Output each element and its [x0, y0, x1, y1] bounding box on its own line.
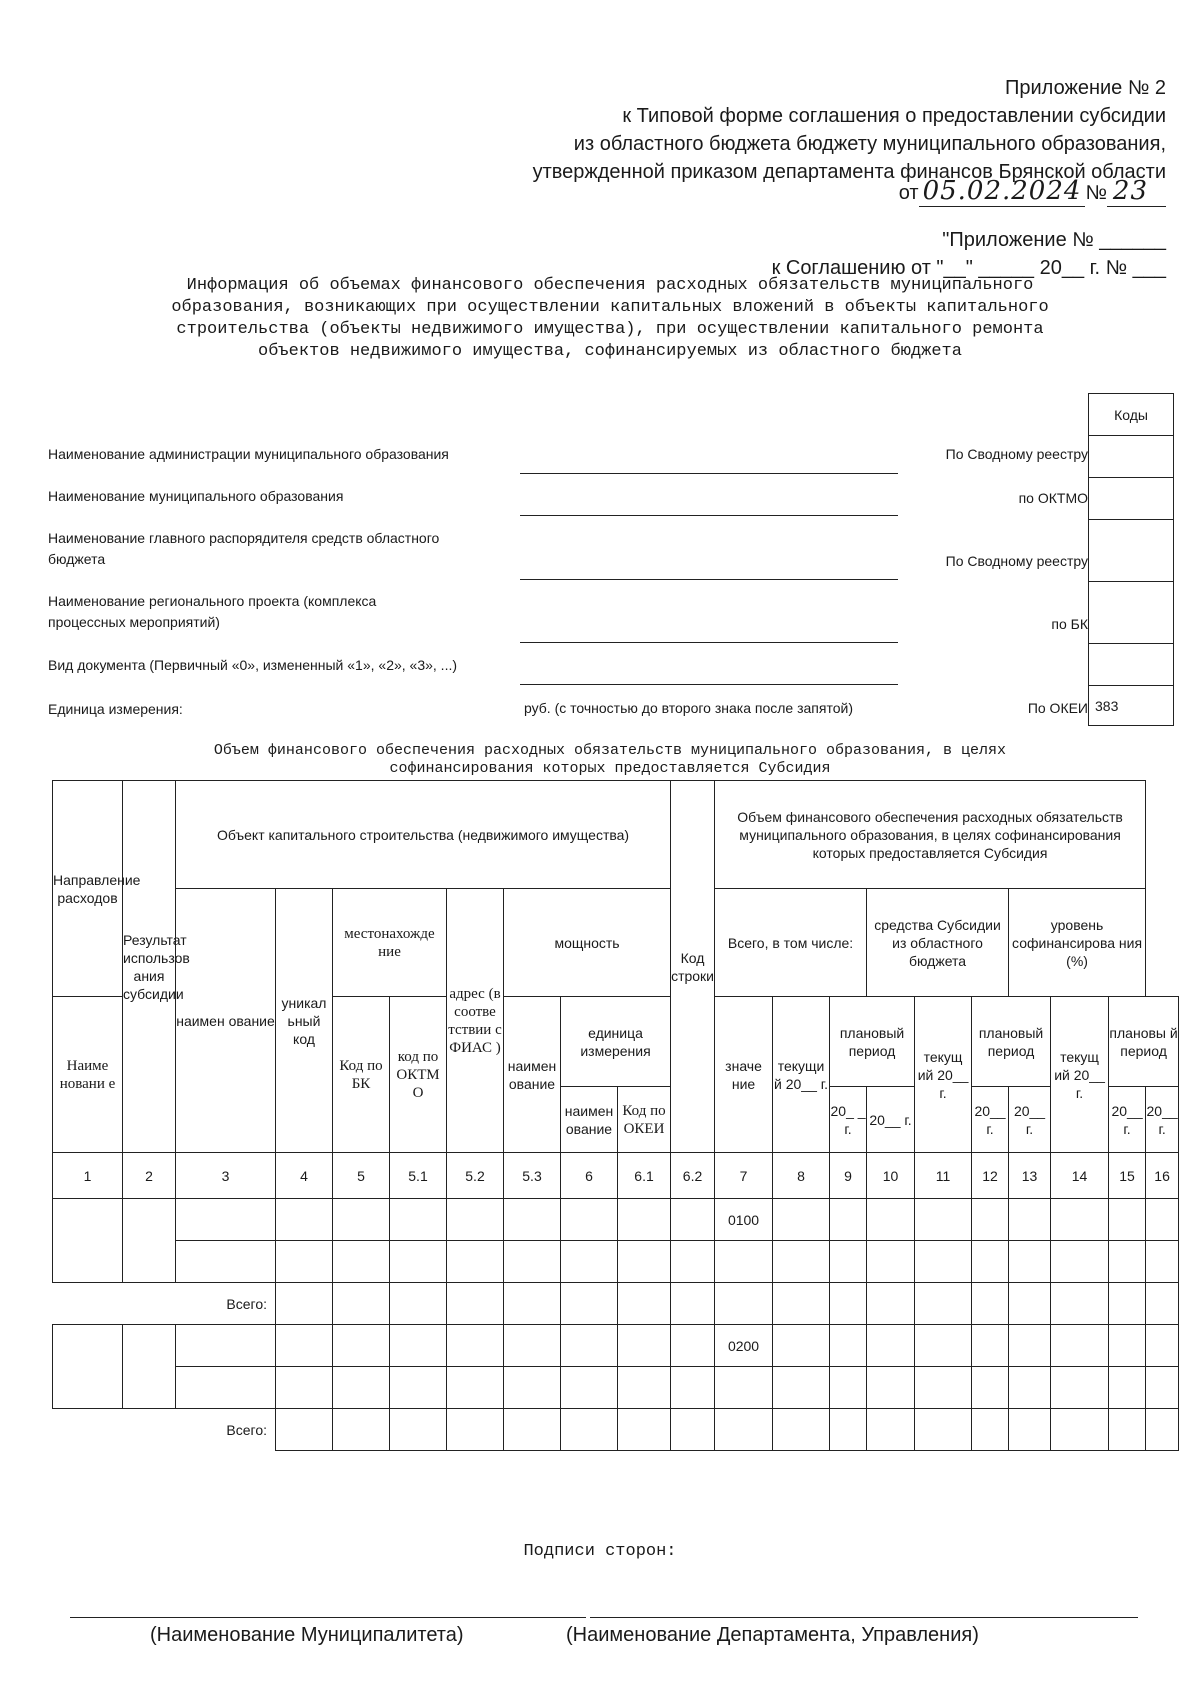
col-result-header: Результат использов ания субсидии — [123, 781, 176, 1153]
table-cell — [561, 1199, 618, 1241]
col-value-header: значе ние — [715, 997, 773, 1153]
table-cell — [1146, 1283, 1179, 1325]
title-line-3: строительства (объекты недвижимого имущества), при осуществлении капитального ремонта — [176, 320, 1044, 339]
table-cell — [830, 1283, 867, 1325]
document-title — [60, 275, 1160, 363]
signatures-title: Подписи сторон: — [523, 1542, 677, 1561]
table-cell — [504, 1367, 561, 1409]
col-rowcode-header: Код строки — [671, 781, 715, 1153]
admin-line — [520, 473, 898, 474]
header-line-3: из областного бюджета бюджету муниципального образования, — [573, 133, 1166, 155]
table-cell — [867, 1325, 915, 1367]
table-cell — [1109, 1199, 1146, 1241]
table-cell — [1109, 1241, 1146, 1283]
table-cell — [276, 1199, 333, 1241]
project-label: Наименование регионального проекта (комплекса процессных мероприятий) — [48, 593, 377, 630]
table-cell — [867, 1199, 915, 1241]
table-cell — [830, 1409, 867, 1451]
table-cell — [1009, 1325, 1051, 1367]
table-cell — [715, 1283, 773, 1325]
table-cell — [504, 1325, 561, 1367]
header-date-line — [899, 176, 1166, 206]
table-cell — [123, 1199, 176, 1283]
table-title — [60, 742, 1160, 778]
table-cell — [972, 1409, 1009, 1451]
table-cell — [1146, 1241, 1179, 1283]
table-cell — [176, 1199, 276, 1241]
table-cell — [176, 1367, 276, 1409]
table-cell — [390, 1241, 447, 1283]
codes-box — [1088, 393, 1174, 726]
table-cell — [1051, 1241, 1109, 1283]
table-cell — [773, 1199, 830, 1241]
mo-label: Наименование муниципального образования — [48, 488, 344, 504]
row-code-0100: 0100 — [715, 1199, 773, 1241]
appendix-line-2: к Соглашению от "__" _____ 20__ г. № ___ — [771, 257, 1166, 279]
table-cell — [1009, 1367, 1051, 1409]
title-line-1: Информация об объемах финансового обеспечения расходных обязательств муниципального — [186, 276, 1034, 295]
financing-table — [52, 780, 1179, 1451]
grbs-line — [520, 579, 898, 580]
table-cell — [276, 1241, 333, 1283]
column-number: 8 — [773, 1153, 830, 1199]
table-cell — [1009, 1409, 1051, 1451]
table-cell — [1109, 1283, 1146, 1325]
table-cell — [773, 1283, 830, 1325]
table-cell — [1051, 1325, 1109, 1367]
column-number: 5.2 — [447, 1153, 504, 1199]
table-cell — [915, 1325, 972, 1367]
column-number: 1 — [53, 1153, 123, 1199]
table-cell — [561, 1283, 618, 1325]
col-object-header: Объект капитального строительства (недвижимого имущества) — [176, 781, 671, 889]
column-number: 6.1 — [618, 1153, 671, 1199]
appendix-line-1: "Приложение № ______ — [942, 229, 1166, 251]
total-label-1: Всего: — [226, 1295, 267, 1312]
column-number: 16 — [1146, 1153, 1179, 1199]
col-level-header: уровень софинансирова ния (%) — [1009, 889, 1146, 997]
column-number: 14 — [1051, 1153, 1109, 1199]
table-cell — [671, 1367, 715, 1409]
unit-value: руб. (с точностью до второго знака после запятой) — [524, 700, 853, 716]
table-row — [53, 1325, 1179, 1367]
table-row — [53, 1199, 1179, 1241]
column-number: 6 — [561, 1153, 618, 1199]
signature-right-label: (Наименование Департамента, Управления) — [566, 1624, 979, 1646]
table-cell — [715, 1367, 773, 1409]
column-number: 12 — [972, 1153, 1009, 1199]
total-row — [53, 1283, 1179, 1325]
table-cell — [447, 1199, 504, 1241]
table-cell — [972, 1283, 1009, 1325]
col-unit-okei-header: Код по ОКЕИ — [618, 1087, 671, 1153]
table-cell — [333, 1199, 390, 1241]
table-cell — [830, 1199, 867, 1241]
table-cell — [715, 1409, 773, 1451]
col-location-header: местонахожде ние — [333, 889, 447, 997]
grbs-key: По Сводному реестру — [945, 553, 1088, 569]
table-cell — [53, 1325, 123, 1409]
table-cell — [447, 1409, 504, 1451]
col-current2-header: текущ ий 20__ г. — [915, 997, 972, 1153]
table-cell — [915, 1283, 972, 1325]
table-cell — [1009, 1241, 1051, 1283]
col-address-header: адрес (в соотве тствии с ФИАС ) — [447, 889, 504, 1153]
col-planned2-header: плановый период — [972, 997, 1051, 1087]
table-cell — [972, 1241, 1009, 1283]
unit-key: По ОКЕИ — [1027, 700, 1088, 716]
table-cell — [561, 1367, 618, 1409]
table-cell — [867, 1283, 915, 1325]
header-line-2: к Типовой форме соглашения о предоставлении субсидии — [622, 105, 1166, 127]
col-name-header: наимен ование — [176, 889, 276, 1153]
table-cell — [1146, 1325, 1179, 1367]
table-title-line-2: софинансирования которых предоставляется Субсидия — [389, 760, 831, 777]
table-cell — [1051, 1367, 1109, 1409]
table-cell — [561, 1241, 618, 1283]
table-cell — [830, 1241, 867, 1283]
column-number: 5.3 — [504, 1153, 561, 1199]
table-cell — [1146, 1409, 1179, 1451]
table-cell — [972, 1325, 1009, 1367]
column-number: 6.2 — [671, 1153, 715, 1199]
table-cell — [504, 1241, 561, 1283]
code-cell-okei: 383 — [1089, 686, 1174, 726]
unit-label: Единица измерения: — [48, 701, 183, 717]
table-row — [53, 1241, 1179, 1283]
col-dir-name-header: Наиме новани е — [53, 997, 123, 1153]
table-cell — [773, 1409, 830, 1451]
col-capacity-header: мощность — [504, 889, 671, 997]
title-line-4: объектов недвижимого имущества, софинансируемых из областного бюджета — [258, 342, 962, 361]
table-cell — [1109, 1367, 1146, 1409]
table-cell — [390, 1199, 447, 1241]
admin-key: По Сводному реестру — [945, 446, 1088, 462]
column-number: 4 — [276, 1153, 333, 1199]
col-unique-header: уникал ьный код — [276, 889, 333, 1153]
column-number: 15 — [1109, 1153, 1146, 1199]
table-cell — [333, 1241, 390, 1283]
total-row — [53, 1409, 1179, 1451]
table-cell — [671, 1325, 715, 1367]
row-code-0200: 0200 — [715, 1325, 773, 1367]
admin-label: Наименование администрации муниципального образования — [48, 446, 449, 462]
code-cell-bk — [1089, 582, 1174, 644]
table-cell — [176, 1241, 276, 1283]
table-cell — [1109, 1325, 1146, 1367]
table-cell — [1051, 1199, 1109, 1241]
column-number: 13 — [1009, 1153, 1051, 1199]
table-cell — [276, 1325, 333, 1367]
col-planned3-header: плановы й период — [1109, 997, 1179, 1087]
signature-left-label: (Наименование Муниципалитета) — [150, 1624, 464, 1646]
table-cell — [504, 1199, 561, 1241]
table-cell — [867, 1367, 915, 1409]
col-volume-header: Объем финансового обеспечения расходных обязательств муниципального образования, в целях софинансирования которых предоставляется Субсидия — [715, 781, 1146, 889]
col-year-10: 20__ г. — [867, 1087, 915, 1153]
doctype-line — [520, 684, 898, 685]
table-cell — [333, 1367, 390, 1409]
table-cell — [618, 1367, 671, 1409]
table-cell — [1146, 1367, 1179, 1409]
table-cell — [671, 1199, 715, 1241]
table-cell — [504, 1409, 561, 1451]
col-current1-header: текущи й 20__ г. — [773, 997, 830, 1153]
table-cell — [671, 1241, 715, 1283]
col-total-header: Всего, в том числе: — [715, 889, 867, 997]
col-unit-name-header: наимен ование — [561, 1087, 618, 1153]
table-cell — [333, 1325, 390, 1367]
table-cell — [390, 1325, 447, 1367]
col-year-15: 20__ г. — [1109, 1087, 1146, 1153]
number-prefix: № — [1085, 182, 1107, 204]
table-cell — [915, 1241, 972, 1283]
total-label-2: Всего: — [226, 1421, 267, 1438]
table-cell — [276, 1409, 333, 1451]
table-cell — [773, 1367, 830, 1409]
col-oktmo-header: код по ОКТМ О — [390, 997, 447, 1153]
project-line — [520, 642, 898, 643]
column-number: 3 — [176, 1153, 276, 1199]
table-cell — [671, 1409, 715, 1451]
table-cell — [390, 1409, 447, 1451]
column-number: 11 — [915, 1153, 972, 1199]
col-unit-header: единица измерения — [561, 997, 671, 1087]
table-cell — [390, 1367, 447, 1409]
column-number: 7 — [715, 1153, 773, 1199]
col-dir-bk-header: Код по БК — [333, 997, 390, 1153]
code-cell-grbs — [1089, 520, 1174, 582]
table-cell — [447, 1283, 504, 1325]
table-cell — [915, 1199, 972, 1241]
table-cell — [333, 1283, 390, 1325]
table-cell — [618, 1199, 671, 1241]
table-cell — [830, 1325, 867, 1367]
column-number: 10 — [867, 1153, 915, 1199]
table-cell — [773, 1325, 830, 1367]
table-row — [53, 1367, 1179, 1409]
signature-line-right — [590, 1617, 1138, 1618]
table-cell — [830, 1367, 867, 1409]
table-cell — [276, 1283, 333, 1325]
table-cell — [1109, 1409, 1146, 1451]
table-cell — [561, 1409, 618, 1451]
column-numbers-row — [53, 1153, 1179, 1199]
table-cell — [618, 1241, 671, 1283]
col-subsidy-header: средства Субсидии из областного бюджета — [867, 889, 1009, 997]
table-cell — [333, 1409, 390, 1451]
column-number: 5.1 — [390, 1153, 447, 1199]
table-cell — [176, 1325, 276, 1367]
table-cell — [1051, 1409, 1109, 1451]
table-cell — [447, 1241, 504, 1283]
table-cell — [276, 1367, 333, 1409]
column-number: 5 — [333, 1153, 390, 1199]
table-cell — [715, 1241, 773, 1283]
handwritten-number: 23 — [1107, 176, 1166, 207]
table-cell — [447, 1367, 504, 1409]
table-cell — [123, 1325, 176, 1409]
col-year-9: 20_ _ г. — [830, 1087, 867, 1153]
col-year-13: 20__ г. — [1009, 1087, 1051, 1153]
code-cell-doctype — [1089, 644, 1174, 686]
table-cell — [447, 1325, 504, 1367]
doctype-label: Вид документа (Первичный «0», измененный «1», «2», «3», ...) — [48, 657, 458, 673]
col-loc-name-header: наимен ование — [504, 997, 561, 1153]
table-cell — [972, 1199, 1009, 1241]
table-cell — [618, 1325, 671, 1367]
mo-key: по ОКТМО — [1018, 490, 1088, 506]
table-cell — [671, 1283, 715, 1325]
code-cell-oktmo — [1089, 478, 1174, 520]
col-planned1-header: плановый период — [830, 997, 915, 1087]
table-cell — [53, 1199, 123, 1283]
mo-line — [520, 515, 898, 516]
header-line-1: Приложение № 2 — [1005, 77, 1166, 99]
table-cell — [915, 1409, 972, 1451]
table-cell — [915, 1367, 972, 1409]
title-line-2: образования, возникающих при осуществлении капитальных вложений в объекты капитального — [171, 298, 1049, 317]
handwritten-date: 05.02.2024 — [919, 176, 1086, 207]
table-cell — [867, 1241, 915, 1283]
table-cell — [561, 1325, 618, 1367]
table-cell — [972, 1367, 1009, 1409]
codes-header: Коды — [1089, 394, 1174, 436]
project-key: по БК — [1051, 616, 1088, 632]
table-cell — [618, 1409, 671, 1451]
code-cell-admin — [1089, 436, 1174, 478]
table-cell — [1009, 1199, 1051, 1241]
table-cell — [504, 1283, 561, 1325]
table-cell — [390, 1283, 447, 1325]
table-cell — [867, 1409, 915, 1451]
date-prefix: от — [898, 182, 919, 204]
col-current3-header: текущ ий 20__ г. — [1051, 997, 1109, 1153]
table-title-line-1: Объем финансового обеспечения расходных обязательств муниципального образования, в целях — [213, 742, 1007, 759]
col-year-16: 20__ г. — [1146, 1087, 1179, 1153]
column-number: 2 — [123, 1153, 176, 1199]
table-cell — [1009, 1283, 1051, 1325]
col-direction-header: Направление расходов — [53, 781, 123, 997]
col-year-12: 20__ г. — [972, 1087, 1009, 1153]
header-line-4: утвержденной приказом департамента финансов Брянской области — [532, 161, 1166, 183]
grbs-label: Наименование главного распорядителя средств областного бюджета — [48, 530, 440, 567]
table-cell — [773, 1241, 830, 1283]
column-number: 9 — [830, 1153, 867, 1199]
table-cell — [1146, 1199, 1179, 1241]
signature-line-left — [70, 1617, 586, 1618]
table-cell — [618, 1283, 671, 1325]
table-cell — [1051, 1283, 1109, 1325]
